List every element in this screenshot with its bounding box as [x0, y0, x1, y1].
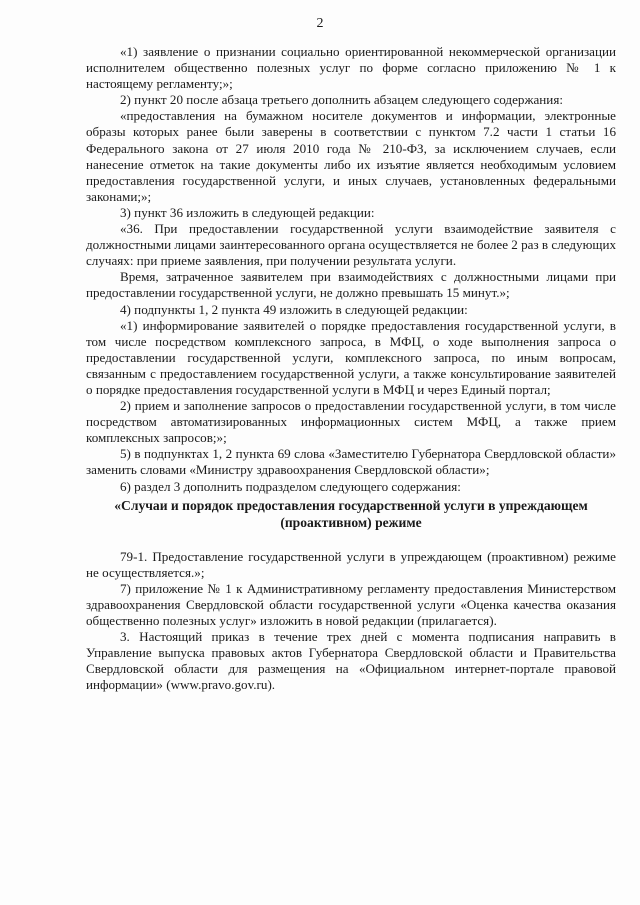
document-body — [86, 44, 616, 693]
paragraph-6: Время, затраченное заявителем при взаимодействиях с должностными лицами при предоставлении государственной услуги, не должно превышать 15 минут.»; — [86, 269, 616, 301]
paragraph-8: «1) информирование заявителей о порядке предоставления государственной услуги, в том числе посредством комплексного запроса, в МФЦ, о ходе выполнения запроса о предоставлении государственной услуги, комплексного запроса, по иным вопросам, связанным с предоставлением государственной услуги, а также консультирование заявителей о порядке предоставления государственной услуги в МФЦ и через Единый портал; — [86, 317, 616, 397]
paragraph-14: 3. Настоящий приказ в течение трех дней с момента подписания направить в Управление выпуска правовых актов Губернатора Свердловской области и Правительства Свердловской области для размещения на «Официальном интернет-портале правовой информации» (www.pravo.gov.ru). — [86, 629, 616, 693]
paragraph-12: 79-1. Предоставление государственной услуги в упреждающем (проактивном) режиме не осуществляется.»; — [86, 548, 616, 580]
paragraph-13: 7) приложение № 1 к Административному регламенту предоставления Министерством здравоохранения Свердловской области государственной услуги «Оценка качества оказания общественно полезных услуг» изложить в новой редакции (прилагается). — [86, 580, 616, 628]
page-number: 2 — [316, 16, 324, 31]
paragraph-9: 2) прием и заполнение запросов о предоставлении государственной услуги, в том числе посредством автоматизированных информационных систем МФЦ, а также прием комплексных запросов;»; — [86, 398, 616, 446]
paragraph-5: «36. При предоставлении государственной услуги взаимодействие заявителя с должностными лицами заинтересованного органа осуществляется не более 2 раз в следующих случаях: при приеме заявления, при получении результата услуги. — [86, 221, 616, 269]
section-heading: «Случаи и порядок предоставления государственной услуги в упреждающем (проактивном) режиме — [114, 497, 588, 530]
paragraph-11: 6) раздел 3 дополнить подразделом следующего содержания: — [120, 478, 461, 494]
paragraph-10: 5) в подпунктах 1, 2 пункта 69 слова «Заместителю Губернатора Свердловской области» заменить словами «Министру здравоохранения Свердловской области»; — [86, 446, 616, 478]
paragraph-2: 2) пункт 20 после абзаца третьего дополнить абзацем следующего содержания: — [120, 92, 563, 108]
paragraph-7: 4) подпункты 1, 2 пункта 49 изложить в следующей редакции: — [120, 301, 468, 317]
paragraph-1: «1) заявление о признании социально ориентированной некоммерческой организации исполнителем общественно полезных услуг по форме согласно приложению № 1 к настоящему регламенту;»; — [86, 44, 616, 92]
heading-gap — [86, 531, 616, 549]
paragraph-4: 3) пункт 36 изложить в следующей редакции: — [120, 204, 375, 220]
paragraph-3: «предоставления на бумажном носителе документов и информации, электронные образы которых ранее были заверены в соответствии с пунктом 7.2 части 1 статьи 16 Федерального закона от 27 июля 2010 года № 210-ФЗ, за исключением случаев, если нанесение отметок на такие документы либо их изъятие является необходимым условием предоставления государственной услуги, и иных случаев, установленных федеральными законами;»; — [86, 108, 616, 204]
